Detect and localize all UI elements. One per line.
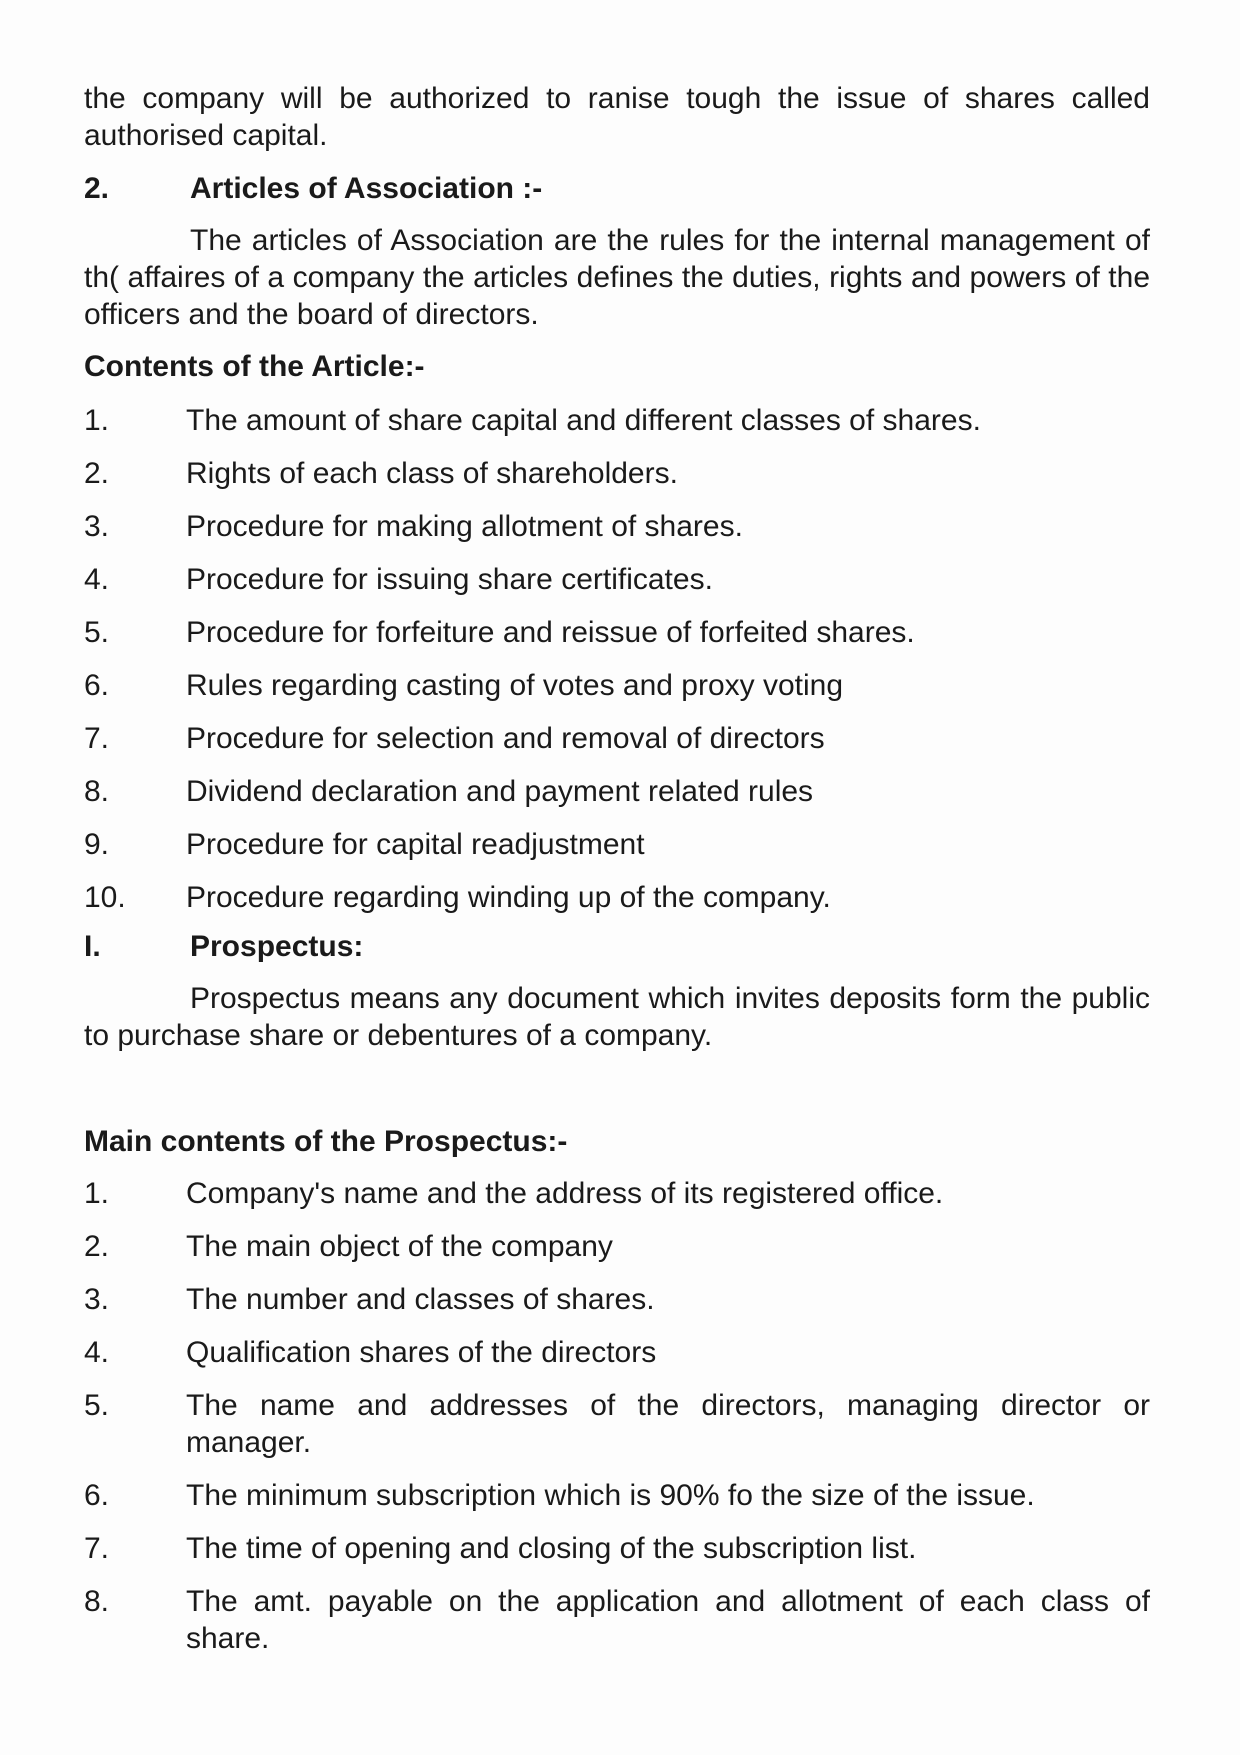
list-item-text: Company's name and the address of its registered office. (186, 1177, 944, 1210)
prospectus-section-number: I. (84, 930, 101, 963)
list-item-text: The time of opening and closing of the subscription list. (186, 1532, 917, 1565)
list-item-text: Procedure for making allotment of shares. (186, 510, 743, 543)
list-item-number: 3. (84, 510, 110, 543)
list-item (84, 1175, 1150, 1212)
list-item-number: 7. (84, 1532, 110, 1565)
list-item-number: 5. (84, 616, 110, 649)
list-item (84, 720, 1150, 757)
list-item-text: Procedure for issuing share certificates. (186, 563, 713, 596)
list-item (84, 1387, 1150, 1461)
list-item-text: The number and classes of shares. (186, 1283, 655, 1316)
list-item-number: 7. (84, 722, 110, 755)
list-item-text: Procedure for selection and removal of directors (186, 722, 825, 755)
list-item-text: Procedure for capital readjustment (186, 828, 645, 861)
list-item (84, 667, 1150, 704)
list-item-number: 3. (84, 1283, 110, 1316)
list-item-text: The amount of share capital and different classes of shares. (186, 404, 981, 437)
intro-paragraph: the company will be authorized to ranise tough the issue of shares called authorised capital. (84, 82, 1150, 152)
list-item-number: 1. (84, 404, 110, 437)
list-item-number: 6. (84, 669, 110, 702)
list-item-number: 8. (84, 775, 110, 808)
list-item-number: 4. (84, 563, 110, 596)
list-item-text: The amt. payable on the application and allotment of each class of share. (186, 1585, 1150, 1655)
list-item (84, 1583, 1150, 1657)
list-item-text: Qualification shares of the directors (186, 1336, 657, 1369)
list-item-number: 9. (84, 828, 110, 861)
list-item-text: Dividend declaration and payment related rules (186, 775, 814, 808)
list-item (84, 1281, 1150, 1318)
list-item (84, 1530, 1150, 1567)
list-item-number: 2. (84, 1230, 110, 1263)
list-item-number: 8. (84, 1585, 110, 1618)
articles-section-number: 2. (84, 172, 110, 205)
list-item-number: 4. (84, 1336, 110, 1369)
prospectus-contents-list (84, 1175, 1150, 1657)
list-item-number: 2. (84, 457, 110, 490)
list-item-text: Procedure regarding winding up of the company. (186, 881, 831, 914)
list-item-number: 10. (84, 881, 126, 914)
list-item (84, 773, 1150, 810)
list-item (84, 614, 1150, 651)
list-item-text: The main object of the company (186, 1230, 613, 1263)
list-item (84, 402, 1150, 439)
list-item (84, 455, 1150, 492)
list-item-number: 6. (84, 1479, 110, 1512)
list-item (84, 561, 1150, 598)
list-item-text: Rules regarding casting of votes and proxy voting (186, 669, 844, 702)
list-item-text: The minimum subscription which is 90% fo the size of the issue. (186, 1479, 1035, 1512)
list-item-number: 1. (84, 1177, 110, 1210)
article-contents-heading: Contents of the Article:- (84, 350, 425, 383)
prospectus-paragraph: Prospectus means any document which invites deposits form the public to purchase share or debentures of a company. (84, 982, 1150, 1052)
list-item-text: Procedure for forfeiture and reissue of forfeited shares. (186, 616, 915, 649)
list-item (84, 879, 1150, 916)
articles-section-heading: Articles of Association :- (190, 172, 543, 205)
list-item (84, 1334, 1150, 1371)
article-contents-list (84, 402, 1150, 916)
prospectus-contents-heading: Main contents of the Prospectus:- (84, 1125, 568, 1158)
list-item (84, 826, 1150, 863)
prospectus-section-heading: Prospectus: (190, 930, 364, 963)
list-item-number: 5. (84, 1389, 110, 1422)
list-item (84, 1228, 1150, 1265)
list-item (84, 508, 1150, 545)
list-item-text: Rights of each class of shareholders. (186, 457, 678, 490)
list-item-text: The name and addresses of the directors, managing director or manager. (186, 1389, 1150, 1459)
list-item (84, 1477, 1150, 1514)
articles-paragraph: The articles of Association are the rules for the internal management of th( affaires of a company the articles defines the duties, rights and powers of the officers and the board of directors. (84, 224, 1150, 331)
